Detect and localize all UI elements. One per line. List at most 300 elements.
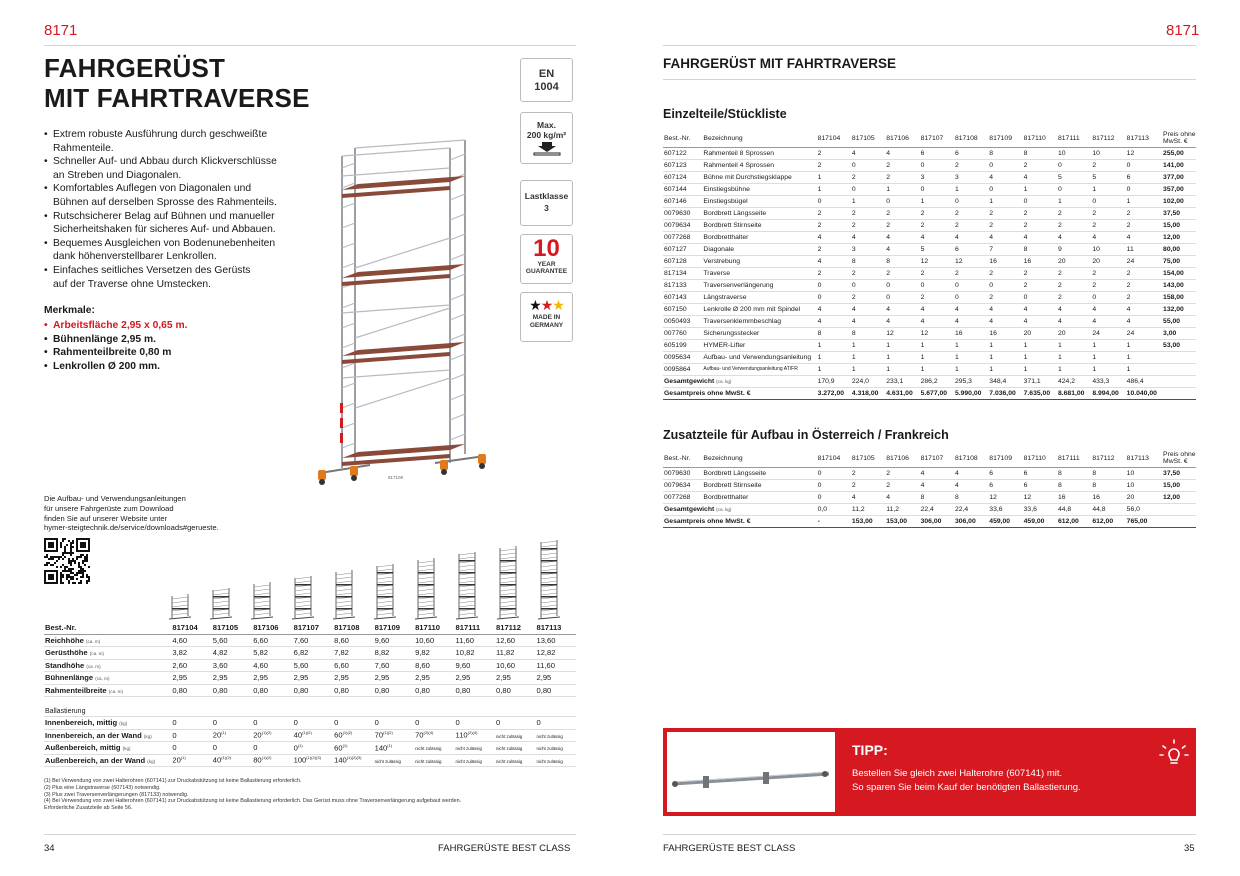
weight-cell: 22,4 <box>920 505 934 513</box>
cell-value: 0 <box>172 718 177 728</box>
feature-line <box>44 142 344 156</box>
column-header: 817106 <box>886 454 909 462</box>
price-cell <box>1162 363 1196 375</box>
price-cell: 53,00 <box>1163 341 1181 349</box>
quantity-cell: 4 <box>954 305 959 313</box>
column-header: 817113 <box>1126 454 1149 462</box>
part-name: Rahmenteil 8 Sprossen <box>703 149 775 157</box>
table-cell: 10,60 <box>496 660 516 670</box>
total-cell: 4.631,00 <box>886 389 913 397</box>
cell-value: 20 <box>172 756 181 766</box>
row-label: Innenbereich, an der Wand <box>45 730 142 740</box>
quantity-cell: 2 <box>1057 269 1062 277</box>
table-cell: 7,82 <box>334 648 349 658</box>
table-cell <box>333 742 374 755</box>
quantity-cell: 1 <box>851 197 856 205</box>
table-cell: 2,95 <box>415 673 430 683</box>
quantity-cell: 2 <box>954 269 959 277</box>
quantity-cell: 10 <box>1092 149 1100 157</box>
column-header: 817112 <box>1092 454 1115 462</box>
quantity-cell: 2 <box>1092 221 1097 229</box>
page-code-right: 8171 <box>1166 22 1200 39</box>
feature-line <box>44 169 344 183</box>
quantity-cell: 1 <box>1057 353 1062 361</box>
table-cell <box>252 742 292 755</box>
quantity-cell: 2 <box>989 209 994 217</box>
scaffold-size-thumbnails <box>160 540 580 620</box>
quantity-cell: 2 <box>989 293 994 301</box>
merkmal-item <box>44 346 188 360</box>
total-label: Gesamtpreis ohne MwSt. € <box>664 389 751 397</box>
merkmal-text: Lenkrollen Ø 200 mm. <box>53 360 161 372</box>
table-cell: 9,82 <box>415 648 430 658</box>
quantity-cell: 4 <box>1057 233 1062 241</box>
cell-value: 0 <box>334 718 339 728</box>
table-cell <box>495 754 535 767</box>
cell-value: nicht zulässig <box>455 758 482 764</box>
feature-line <box>44 278 344 292</box>
quantity-cell: 8 <box>1092 469 1097 477</box>
quantity-cell: 10 <box>1126 469 1135 477</box>
quantity-cell: 1 <box>1092 365 1097 373</box>
quantity-cell: 0 <box>989 281 994 289</box>
column-header: 817108 <box>954 454 978 462</box>
cell-value: 70 <box>374 731 384 741</box>
part-number: 0079630 <box>664 209 691 217</box>
scaffold-product-image <box>310 128 500 488</box>
cell-value: 0 <box>293 718 298 728</box>
quantity-cell: 4 <box>954 233 959 241</box>
price-header <box>1162 450 1196 467</box>
column-header: 817107 <box>920 134 944 142</box>
total-cell: 306,00 <box>920 517 942 525</box>
weight-cell: 0,0 <box>817 505 828 513</box>
quantity-cell: 8 <box>1023 245 1028 253</box>
quantity-cell: 2 <box>1057 293 1062 301</box>
table-row <box>663 255 1196 267</box>
cell-value: nicht zulässig <box>455 746 482 752</box>
part-name: Aufbau- und Verwendungsanleitung <box>703 353 812 361</box>
quantity-cell: 2 <box>1023 161 1028 169</box>
weight-row <box>663 375 1196 387</box>
quantity-cell: 20 <box>1126 493 1135 501</box>
quantity-cell: 1 <box>817 341 822 349</box>
cell-value: 140 <box>334 756 347 766</box>
quantity-cell: 12 <box>1023 493 1032 501</box>
table-cell: 2,95 <box>172 673 188 683</box>
table-cell <box>414 754 454 767</box>
weight-cell: 348,4 <box>989 377 1007 385</box>
quantity-cell: 2 <box>817 221 822 229</box>
footnote-ref: (1)(2) <box>261 755 272 761</box>
table-cell <box>293 742 334 755</box>
quantity-cell: 2 <box>954 161 959 169</box>
table-cell <box>374 717 414 730</box>
table-cell <box>333 754 374 767</box>
table-cell: 7,60 <box>374 660 390 670</box>
quantity-cell: 1 <box>954 341 959 349</box>
quantity-cell: 20 <box>1023 329 1032 337</box>
quantity-cell: 3 <box>954 173 959 181</box>
column-header: 817104 <box>817 454 841 462</box>
title-divider-right <box>663 79 1196 80</box>
feature-line <box>44 182 344 196</box>
quantity-cell: 20 <box>1057 257 1066 265</box>
column-header: 817109 <box>989 454 1012 462</box>
quantity-cell: 8 <box>851 257 856 265</box>
merkmal-item <box>44 333 188 347</box>
cell-value: nicht zulässig <box>536 746 563 752</box>
feature-line <box>44 264 344 278</box>
row-label: Reichhöhe <box>45 635 84 645</box>
quantity-cell: 10 <box>1092 245 1100 253</box>
quantity-cell: 16 <box>1023 257 1032 265</box>
quantity-cell: 1 <box>954 365 959 373</box>
quantity-cell: 2 <box>1092 209 1097 217</box>
quantity-cell: 2 <box>886 221 891 229</box>
part-name: Rahmenteil 4 Sprossen <box>703 161 775 169</box>
quantity-cell: 4 <box>1023 317 1028 325</box>
table-row <box>663 491 1196 503</box>
quantity-cell: 6 <box>954 245 959 253</box>
table-cell <box>374 729 414 742</box>
quantity-cell: 2 <box>817 149 822 157</box>
guarantee-year-label: YEAR <box>537 261 556 268</box>
lastklasse-badge <box>520 180 573 226</box>
part-name: Bordbrett Stirnseite <box>703 221 762 229</box>
part-name: Bordbrett Stirnseite <box>703 481 762 489</box>
quantity-cell: 0 <box>817 469 822 477</box>
price-header-line-2: MwSt. € <box>1163 458 1188 466</box>
part-name: Traverse <box>703 269 730 277</box>
total-row <box>663 515 1196 527</box>
quantity-cell: 2 <box>1023 269 1028 277</box>
made-in-label: MADE IN <box>532 314 561 321</box>
quantity-cell: 4 <box>989 233 994 241</box>
table-row <box>44 684 576 697</box>
quantity-cell: 4 <box>851 149 856 157</box>
quantity-cell: 2 <box>886 469 891 477</box>
quantity-cell: 4 <box>989 317 994 325</box>
quantity-cell: 0 <box>851 281 856 289</box>
quantity-cell: 2 <box>1126 281 1131 289</box>
quantity-cell: 4 <box>989 305 994 313</box>
table-cell <box>374 754 414 767</box>
table-cell <box>171 754 211 767</box>
price-cell: 12,00 <box>1163 233 1181 241</box>
column-header: Best.-Nr. <box>664 454 691 462</box>
en-label: EN <box>538 68 555 80</box>
cell-value: 0 <box>172 743 177 753</box>
quantity-cell: 1 <box>817 185 822 193</box>
total-cell: 10.040,00 <box>1126 389 1157 397</box>
germany-label: GERMANY <box>529 322 564 329</box>
cell-value: 0 <box>172 730 177 740</box>
quantity-cell: 2 <box>954 209 959 217</box>
table-cell: 8,60 <box>415 660 430 670</box>
quantity-cell: 2 <box>1092 281 1097 289</box>
table-cell: 13,60 <box>536 635 556 645</box>
bullet-dot: • <box>44 360 48 372</box>
table-header-row <box>663 450 1196 467</box>
table-header-row <box>44 622 576 634</box>
table-cell: 5,82 <box>253 648 268 658</box>
cell-value: nicht zulässig <box>415 758 442 764</box>
quantity-cell: 4 <box>851 493 856 501</box>
table-cell: 12,60 <box>496 635 516 645</box>
footnote-ref: (1) <box>221 730 227 736</box>
quantity-cell: 4 <box>1126 233 1131 241</box>
quantity-cell: 1 <box>886 365 891 373</box>
quantity-cell: 16 <box>1092 493 1100 501</box>
quantity-cell: 3 <box>920 173 925 181</box>
quantity-cell: 4 <box>1023 173 1028 181</box>
table-cell <box>333 729 374 742</box>
price-cell: 37,50 <box>1163 469 1181 477</box>
quantity-cell: 8 <box>1023 149 1028 157</box>
cell-value: nicht zulässig <box>374 758 401 764</box>
table-cell: 6,82 <box>293 648 309 658</box>
weight-cell: 286,2 <box>920 377 938 385</box>
quantity-cell: 2 <box>886 269 891 277</box>
bullet-dot: • <box>44 264 48 276</box>
quantity-cell: 5 <box>920 245 925 253</box>
footnote-line: (4) Bei Verwendung von zwei Halterohren (607141) zur Druckabstützung ist keine Ballastierung erforderlich. Das Gerüst muss ohne Traversenverlängerung aufgebaut werden. <box>44 798 462 805</box>
quantity-cell: 1 <box>817 173 822 181</box>
quantity-cell: 6 <box>989 481 994 489</box>
quantity-cell: 0 <box>851 161 856 169</box>
table-cell: 2,95 <box>334 673 349 683</box>
quantity-cell: 0 <box>1092 197 1097 205</box>
quantity-cell: 1 <box>989 365 994 373</box>
quantity-cell: 2 <box>1057 281 1062 289</box>
weight-cell: 170,9 <box>817 377 835 385</box>
feature-text: Rahmenteile. <box>53 142 114 154</box>
quantity-cell: 4 <box>920 317 925 325</box>
lastklasse-value: 3 <box>544 203 549 213</box>
halterohr-product-image <box>667 732 835 812</box>
footnote-ref: (1)(2) <box>261 730 272 736</box>
guarantee-years: 10 <box>533 235 560 262</box>
price-cell: 12,00 <box>1163 493 1181 501</box>
column-header: 817104 <box>172 623 198 633</box>
weight-cell: 233,1 <box>886 377 904 385</box>
total-cell: 306,00 <box>954 517 976 525</box>
table-cell: 0,80 <box>374 685 390 695</box>
total-cell: 3.272,00 <box>817 389 845 397</box>
quantity-cell: 4 <box>920 481 925 489</box>
price-cell: 154,00 <box>1163 269 1184 277</box>
quantity-cell: 2 <box>989 221 994 229</box>
en-number: 1004 <box>534 81 559 93</box>
column-header: 817113 <box>1126 134 1149 142</box>
quantity-cell: 2 <box>1057 209 1062 217</box>
quantity-cell: 1 <box>817 353 822 361</box>
row-label: Bühnenlänge <box>45 673 94 683</box>
weight-cell: 486,4 <box>1126 377 1144 385</box>
quantity-cell: 1 <box>886 353 891 361</box>
table-cell: 5,60 <box>293 660 309 670</box>
part-number: 007760 <box>664 329 687 337</box>
quantity-cell: 4 <box>920 305 925 313</box>
weight-cell: 433,3 <box>1092 377 1110 385</box>
quantity-cell: 4 <box>1023 305 1028 313</box>
right-title: FAHRGERÜST MIT FAHRTRAVERSE <box>663 56 897 71</box>
table-cell <box>212 742 252 755</box>
table-row <box>663 327 1196 339</box>
price-cell: 357,00 <box>1163 185 1184 193</box>
table-cell <box>535 717 576 730</box>
part-number: 607144 <box>664 185 687 193</box>
quantity-cell: 9 <box>1057 245 1062 253</box>
price-cell: 80,00 <box>1163 245 1181 253</box>
column-header: 817109 <box>989 134 1012 142</box>
column-header: 817105 <box>212 623 239 633</box>
table-cell <box>455 754 495 767</box>
table-cell: 2,60 <box>172 660 188 670</box>
table-cell: 3,60 <box>212 660 228 670</box>
feature-list <box>44 128 344 291</box>
quantity-cell: 2 <box>1057 221 1062 229</box>
quantity-cell: 11 <box>1126 245 1134 253</box>
scaffold-thumbnail <box>333 570 355 619</box>
table-row <box>663 339 1196 351</box>
quantity-cell: 2 <box>1126 293 1131 301</box>
table-row <box>663 147 1196 159</box>
weight-label-cell <box>663 375 817 387</box>
table-row <box>663 351 1196 363</box>
table-cell: 4,82 <box>212 648 228 658</box>
weight-label: Gesamtgewicht <box>664 377 715 385</box>
weight-row <box>663 503 1196 515</box>
quantity-cell: 0 <box>920 161 925 169</box>
halterohr-image <box>667 732 835 812</box>
row-label-cell <box>44 717 171 730</box>
cell-value: 140 <box>374 743 388 753</box>
part-name: Sicherungsstecker <box>703 329 760 337</box>
qr-code-icon[interactable] <box>44 538 90 584</box>
quantity-cell: 1 <box>851 365 856 373</box>
cell-value: 0 <box>253 718 258 728</box>
row-unit: (kg) <box>119 721 128 727</box>
feature-line <box>44 210 344 224</box>
quantity-cell: 24 <box>1092 329 1100 337</box>
quantity-cell: 1 <box>886 185 891 193</box>
table-cell: 4,60 <box>172 635 188 645</box>
bullet-dot: • <box>44 210 48 222</box>
part-name: Bühne mit Durchstiegsklappe <box>703 173 792 181</box>
weight-cell: 11,2 <box>886 505 899 513</box>
table-row <box>663 159 1196 171</box>
quantity-cell: 1 <box>1023 341 1028 349</box>
part-name: Einstiegsbügel <box>703 197 748 205</box>
image-label: 817108 <box>388 475 404 480</box>
lastklasse-label: Lastklasse <box>524 191 569 201</box>
row-label: Standhöhe <box>45 660 85 670</box>
specs-table <box>44 622 576 767</box>
quantity-cell: 4 <box>1057 317 1062 325</box>
quantity-cell: 1 <box>920 365 925 373</box>
table-cell: 11,60 <box>455 635 474 645</box>
footnote-ref: (1)(2)(3) <box>346 755 362 761</box>
quantity-cell: 4 <box>1126 305 1131 313</box>
table-cell <box>171 717 211 730</box>
table-cell: 9,60 <box>374 635 390 645</box>
quantity-cell: 12 <box>1126 149 1135 157</box>
footer-left: FAHRGERÜSTE BEST CLASS <box>438 843 571 854</box>
quantity-cell: 0 <box>1057 161 1062 169</box>
part-number: 0077268 <box>664 493 691 501</box>
column-header: 817111 <box>1057 454 1080 462</box>
price-cell: 55,00 <box>1163 317 1181 325</box>
quantity-cell: 2 <box>1126 209 1131 217</box>
part-name: Traversenverlängerung <box>703 281 774 289</box>
table-row <box>663 279 1196 291</box>
table-row <box>44 634 576 647</box>
quantity-cell: 12 <box>920 257 929 265</box>
weight-unit: (ca. kg) <box>716 378 732 384</box>
cell-value: 0 <box>374 718 379 728</box>
page-title <box>44 53 310 113</box>
quantity-cell: 0 <box>1023 197 1028 205</box>
scaffold-thumbnail <box>415 558 437 619</box>
column-header: 817104 <box>817 134 841 142</box>
cell-value: 110 <box>455 731 468 741</box>
price-header <box>1162 130 1196 147</box>
feature-text: Komfortables Auflegen von Diagonalen und <box>53 183 252 195</box>
feature-text: Sicherheitshaken für sicheres Auf- und Abbauen. <box>53 224 276 236</box>
column-header: 817110 <box>1023 454 1046 462</box>
row-label: Rahmenteilbreite <box>45 685 107 695</box>
quantity-cell: 1 <box>1126 197 1131 205</box>
quantity-cell: 0 <box>817 293 822 301</box>
weight-cell: 22,4 <box>954 505 969 513</box>
quantity-cell: 6 <box>1126 173 1131 181</box>
part-name: Bordbretthalter <box>703 493 749 501</box>
price-cell: 255,00 <box>1163 149 1184 157</box>
part-number: 0095864 <box>664 365 691 373</box>
weight-cell: 11,2 <box>851 505 865 513</box>
spacer-row <box>44 697 576 705</box>
total-cell: 8.994,00 <box>1092 389 1119 397</box>
table-cell: 7,60 <box>293 635 309 645</box>
footnote-ref: (1)(2) <box>221 755 231 761</box>
quantity-cell: 8 <box>851 329 856 337</box>
table-cell: 11,60 <box>536 660 555 670</box>
download-line: für unsere Fahrgerüste zum Download <box>44 503 174 513</box>
cell-value: 40 <box>212 756 222 766</box>
part-number: 817133 <box>664 281 687 289</box>
scaffold-thumbnail <box>538 540 560 619</box>
column-header: 817110 <box>1023 134 1046 142</box>
part-name: Traversenklemmbeschlag <box>703 317 781 325</box>
part-name: Bordbrett Längsseite <box>703 469 767 477</box>
quantity-cell: 2 <box>989 269 994 277</box>
quantity-cell: 16 <box>954 329 963 337</box>
column-header: Best.-Nr. <box>664 134 691 142</box>
scaffold-thumbnail <box>292 576 314 619</box>
quantity-cell: 2 <box>1092 161 1097 169</box>
quantity-cell: 4 <box>851 305 856 313</box>
quantity-cell: 4 <box>817 305 822 313</box>
price-cell: 75,00 <box>1163 257 1181 265</box>
footnote-ref: (1) <box>387 742 393 748</box>
part-number: 607128 <box>664 257 687 265</box>
quantity-cell: 2 <box>886 173 891 181</box>
total-cell: 4.318,00 <box>851 389 879 397</box>
bullet-dot: • <box>44 320 48 331</box>
quantity-cell: 8 <box>989 149 994 157</box>
